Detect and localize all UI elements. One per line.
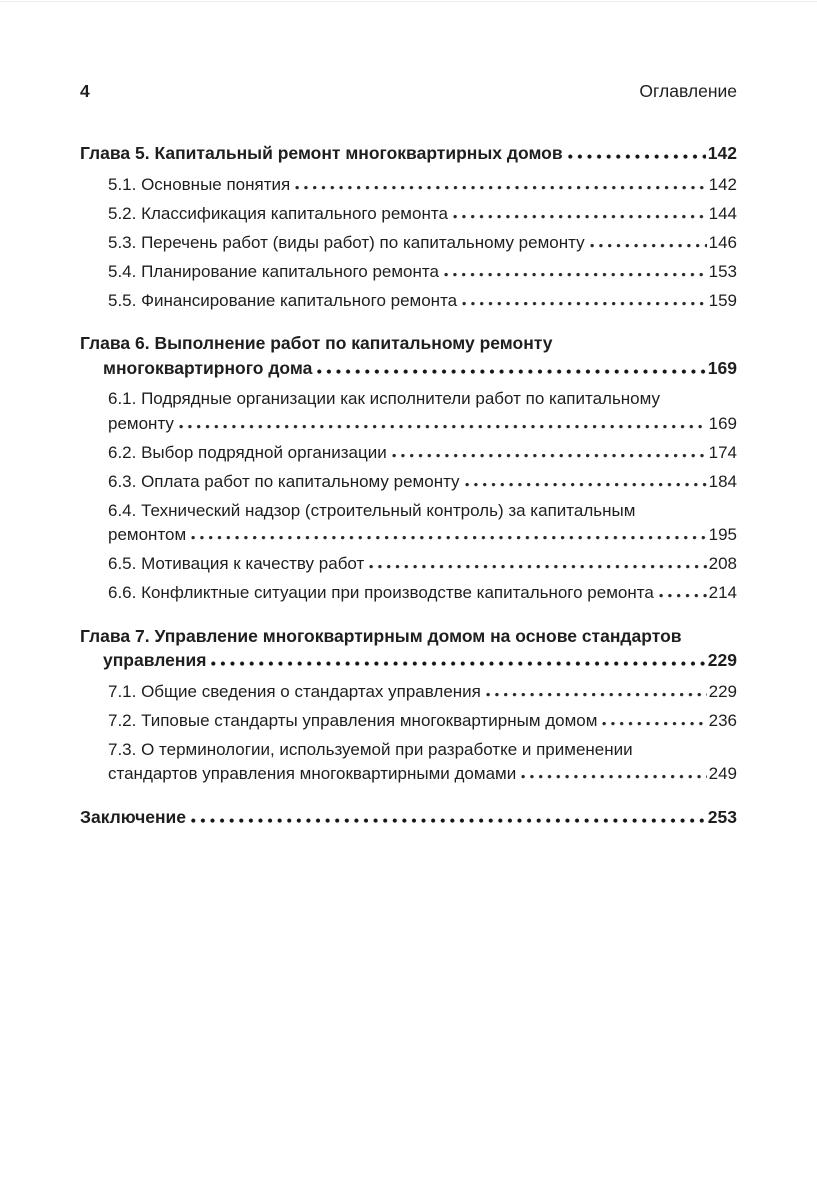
toc-entry-chapter-6 bbox=[80, 331, 737, 380]
toc-entry-page: 195 bbox=[708, 525, 737, 544]
toc-entry-6-4 bbox=[80, 499, 737, 548]
toc-entry-page: 153 bbox=[708, 261, 737, 281]
dot-leader bbox=[486, 692, 707, 697]
toc-entry-page: 229 bbox=[707, 650, 737, 670]
dot-leader bbox=[295, 185, 706, 190]
toc-entry-title: 6.6. Конфликтные ситуации при производстве капитального ремонта bbox=[108, 583, 654, 602]
toc-entry-title-line1: 7.3. О терминологии, используемой при разработке и применении bbox=[108, 739, 633, 759]
toc-entry-page: 184 bbox=[708, 471, 737, 491]
dot-leader bbox=[392, 453, 707, 458]
toc-entry-page: 208 bbox=[708, 554, 737, 573]
dot-leader bbox=[191, 535, 706, 540]
dot-leader bbox=[179, 424, 707, 429]
toc-entry-title: 7.1. Общие сведения о стандартах управления bbox=[108, 681, 481, 701]
dot-leader bbox=[211, 661, 705, 666]
toc-entry-page: 249 bbox=[708, 764, 737, 783]
toc-entry-7-1 bbox=[80, 680, 737, 705]
toc-entry-title: 6.2. Выбор подрядной организации bbox=[108, 442, 387, 462]
dot-leader bbox=[465, 482, 707, 487]
toc-entry-title-line1: Глава 7. Управление многоквартирным домом на основе стандартов bbox=[80, 625, 682, 646]
toc-entry-page: 236 bbox=[708, 710, 737, 730]
dot-leader bbox=[462, 301, 707, 306]
toc-entry-6-2 bbox=[80, 441, 737, 466]
toc-entry-page: 214 bbox=[708, 583, 737, 602]
dot-leader bbox=[369, 564, 706, 569]
toc-entry-title-line2: управления bbox=[103, 650, 207, 670]
toc-entry-page: 142 bbox=[707, 143, 737, 163]
toc-entry-title: Заключение bbox=[80, 806, 187, 827]
toc-entry-page: 159 bbox=[708, 290, 737, 310]
toc-entry-page: 253 bbox=[707, 806, 737, 827]
toc-entry-5-2 bbox=[80, 202, 737, 227]
toc-entry-chapter-5 bbox=[80, 141, 737, 166]
toc-entry-title: 7.2. Типовые стандарты управления многоквартирным домом bbox=[108, 710, 598, 730]
page-header bbox=[80, 80, 737, 102]
dot-leader bbox=[444, 272, 707, 277]
dot-leader bbox=[590, 243, 707, 248]
toc-entry-page: 169 bbox=[708, 413, 737, 433]
toc-entry-page: 169 bbox=[707, 357, 737, 378]
toc-entry-7-2 bbox=[80, 709, 737, 734]
dot-leader bbox=[521, 774, 706, 779]
toc-entry-title: Глава 5. Капитальный ремонт многоквартирных домов bbox=[80, 143, 563, 163]
page-number: 4 bbox=[80, 81, 90, 101]
toc-entry-page: 142 bbox=[708, 174, 737, 194]
toc-entry-title: 5.3. Перечень работ (виды работ) по капитальному ремонту bbox=[108, 232, 585, 252]
toc-entry-title: 5.1. Основные понятия bbox=[108, 174, 291, 194]
toc-entry-5-1 bbox=[80, 173, 737, 198]
toc-entry-5-5 bbox=[80, 289, 737, 314]
toc-entry-title-line2: ремонтом bbox=[108, 525, 187, 544]
dot-leader bbox=[602, 721, 706, 726]
toc-entry-page: 174 bbox=[708, 442, 737, 462]
toc-entry-7-3 bbox=[80, 738, 737, 787]
toc-entry-6-5 bbox=[80, 552, 737, 577]
toc-entry-6-1 bbox=[80, 387, 737, 436]
toc-entry-title-line2: многоквартирного дома bbox=[103, 357, 313, 378]
toc-entry-title: 5.4. Планирование капитального ремонта bbox=[108, 261, 439, 281]
toc-entry-title-line1: 6.1. Подрядные организации как исполнители работ по капитальному bbox=[108, 389, 661, 408]
page-edge bbox=[0, 1, 817, 2]
dot-leader bbox=[568, 154, 706, 159]
running-head-title: Оглавление bbox=[639, 81, 737, 101]
toc-entry-5-4 bbox=[80, 260, 737, 285]
toc-entry-title-line1: 6.4. Технический надзор (строительный контроль) за капитальным bbox=[108, 500, 636, 520]
toc-entry-title: 6.3. Оплата работ по капитальному ремонту bbox=[108, 471, 460, 491]
toc-entry-5-3 bbox=[80, 231, 737, 256]
dot-leader bbox=[453, 214, 707, 219]
table-of-contents bbox=[80, 141, 737, 829]
dot-leader bbox=[191, 818, 706, 823]
toc-entry-page: 146 bbox=[708, 232, 737, 252]
toc-entry-title: 5.2. Классификация капитального ремонта bbox=[108, 203, 448, 223]
toc-entry-title-line1: Глава 6. Выполнение работ по капитальному ремонту bbox=[80, 333, 553, 353]
toc-entry-chapter-7 bbox=[80, 624, 737, 673]
toc-entry-title-line2: стандартов управления многоквартирными домами bbox=[108, 764, 517, 783]
dot-leader bbox=[659, 593, 707, 598]
dot-leader bbox=[317, 369, 705, 374]
toc-entry-title-line2: ремонту bbox=[108, 413, 174, 433]
toc-entry-conclusion bbox=[80, 805, 737, 830]
toc-entry-6-6 bbox=[80, 581, 737, 606]
toc-entry-page: 229 bbox=[708, 681, 737, 701]
toc-entry-6-3 bbox=[80, 470, 737, 495]
toc-entry-title: 5.5. Финансирование капитального ремонта bbox=[108, 290, 458, 310]
toc-entry-title: 6.5. Мотивация к качеству работ bbox=[108, 554, 365, 573]
toc-entry-page: 144 bbox=[708, 203, 737, 223]
